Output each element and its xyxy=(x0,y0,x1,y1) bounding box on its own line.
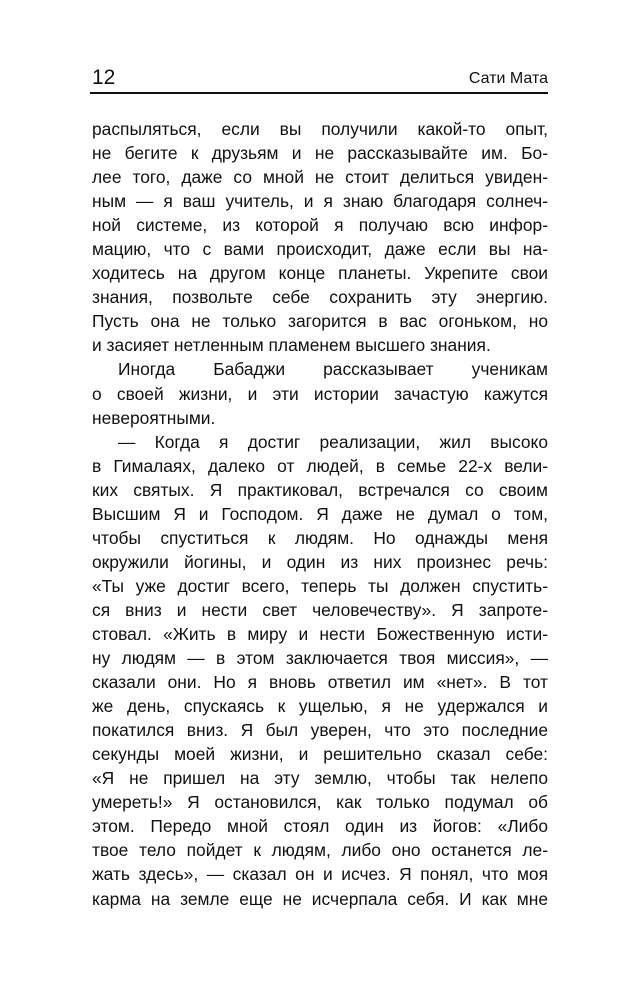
text-line: — Когда я достиг реализации, жил высоко xyxy=(118,431,548,452)
text-line: карма на земле еще не исчерпала себя. И как мне xyxy=(92,888,548,909)
text-line: ходитесь на другом конце планеты. Укрепите свои xyxy=(92,263,548,284)
text-line: чтобы спуститься к людям. Но однажды меня xyxy=(92,527,548,548)
text-line: не бегите к друзьям и не рассказывайте им. Бо- xyxy=(92,143,548,164)
text-line: Иногда Бабаджи рассказывает ученикам xyxy=(118,359,548,380)
text-line: мацию, что с вами происходит, даже если вы на- xyxy=(92,239,548,260)
text-line: этом. Передо мной стоял один из йогов: «Либо xyxy=(92,816,548,837)
page-header xyxy=(90,66,548,94)
page-number: 12 xyxy=(92,66,116,89)
text-line: жать здесь», — сказал он и исчез. Я понял, что моя xyxy=(92,864,548,885)
text-line: твое тело пойдет к людям, либо оно останется ле- xyxy=(92,840,548,861)
text-line: секунды моей жизни, и решительно сказал себе: xyxy=(92,744,548,765)
text-line: сказали они. Но я вновь ответил им «нет». В тот xyxy=(92,672,548,693)
text-line: ной системе, из которой я получаю всю инфор- xyxy=(92,215,548,236)
running-head: Сати Мата xyxy=(468,70,548,87)
text-line: знания, позвольте себе сохранить эту энергию. xyxy=(92,287,548,308)
text-line: ну людям — в этом заключается твоя миссия», — xyxy=(92,648,548,669)
text-line: стовал. «Жить в миру и нести Божественную исти- xyxy=(92,623,548,644)
text-line: невероятными. xyxy=(92,407,216,428)
text-line: в Гималаях, далеко от людей, в семье 22-х вели- xyxy=(92,455,548,476)
text-line: ся вниз и нести свет человечеству». Я запроте- xyxy=(92,599,548,620)
text-line: «Ты уже достиг всего, теперь ты должен спустить- xyxy=(92,575,548,596)
text-line: лее того, даже со мной не стоит делиться увиден- xyxy=(92,167,548,188)
text-line: ких святых. Я практиковал, встречался со своим xyxy=(92,479,548,500)
text-line: покатился вниз. Я был уверен, что это последние xyxy=(92,720,548,741)
text-line: и засияет нетленным пламенем высшего знания. xyxy=(92,335,491,356)
body-text xyxy=(92,117,548,911)
text-line: ным — я ваш учитель, и я знаю благодаря солнеч- xyxy=(92,191,548,212)
text-line: о своей жизни, и эти истории зачастую кажутся xyxy=(92,383,548,404)
text-line: умереть!» Я остановился, как только подумал об xyxy=(92,792,548,813)
text-line: Высшим Я и Господом. Я даже не думал о том, xyxy=(92,503,548,524)
text-line: же день, спускаясь к ущелью, я не удержался и xyxy=(92,696,548,717)
text-line: «Я не пришел на эту землю, чтобы так нелепо xyxy=(92,768,548,789)
text-line: распыляться, если вы получили какой-то опыт, xyxy=(92,119,548,139)
text-line: окружили йогины, и один из них произнес речь: xyxy=(92,551,548,572)
text-line: Пусть она не только загорится в вас огоньком, но xyxy=(92,311,548,332)
